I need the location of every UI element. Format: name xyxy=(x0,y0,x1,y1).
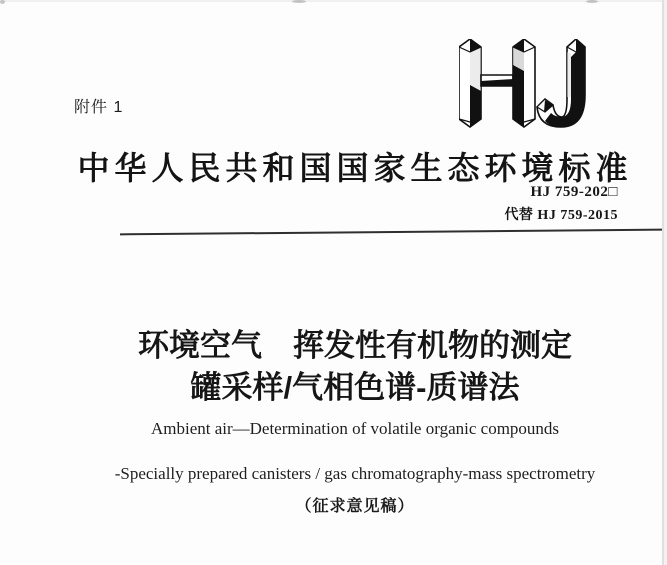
standard-number-block xyxy=(504,184,618,224)
national-standard-heading: 中华人民共和国国家生态环境标准 xyxy=(77,150,633,186)
draft-note: （征求意见稿） xyxy=(295,498,415,515)
header-rule xyxy=(120,229,662,236)
title-en-line2: -Specially prepared canisters / gas chromatography-mass spectrometry xyxy=(114,464,596,483)
title-cn-line2: 罐采样/气相色谱-质谱法 xyxy=(190,370,520,405)
scan-smudge xyxy=(0,0,5,4)
standard-number: HJ 759-202□ xyxy=(530,184,618,200)
replaces-note: 代替 HJ 759-2015 xyxy=(504,208,618,223)
attachment-label: 附件 1 xyxy=(74,99,124,116)
title-cn-line1: 环境空气 挥发性有机物的测定 xyxy=(138,328,572,363)
title-en-line1: Ambient air—Determination of volatile organic compounds xyxy=(150,419,560,438)
content-area xyxy=(44,0,666,565)
